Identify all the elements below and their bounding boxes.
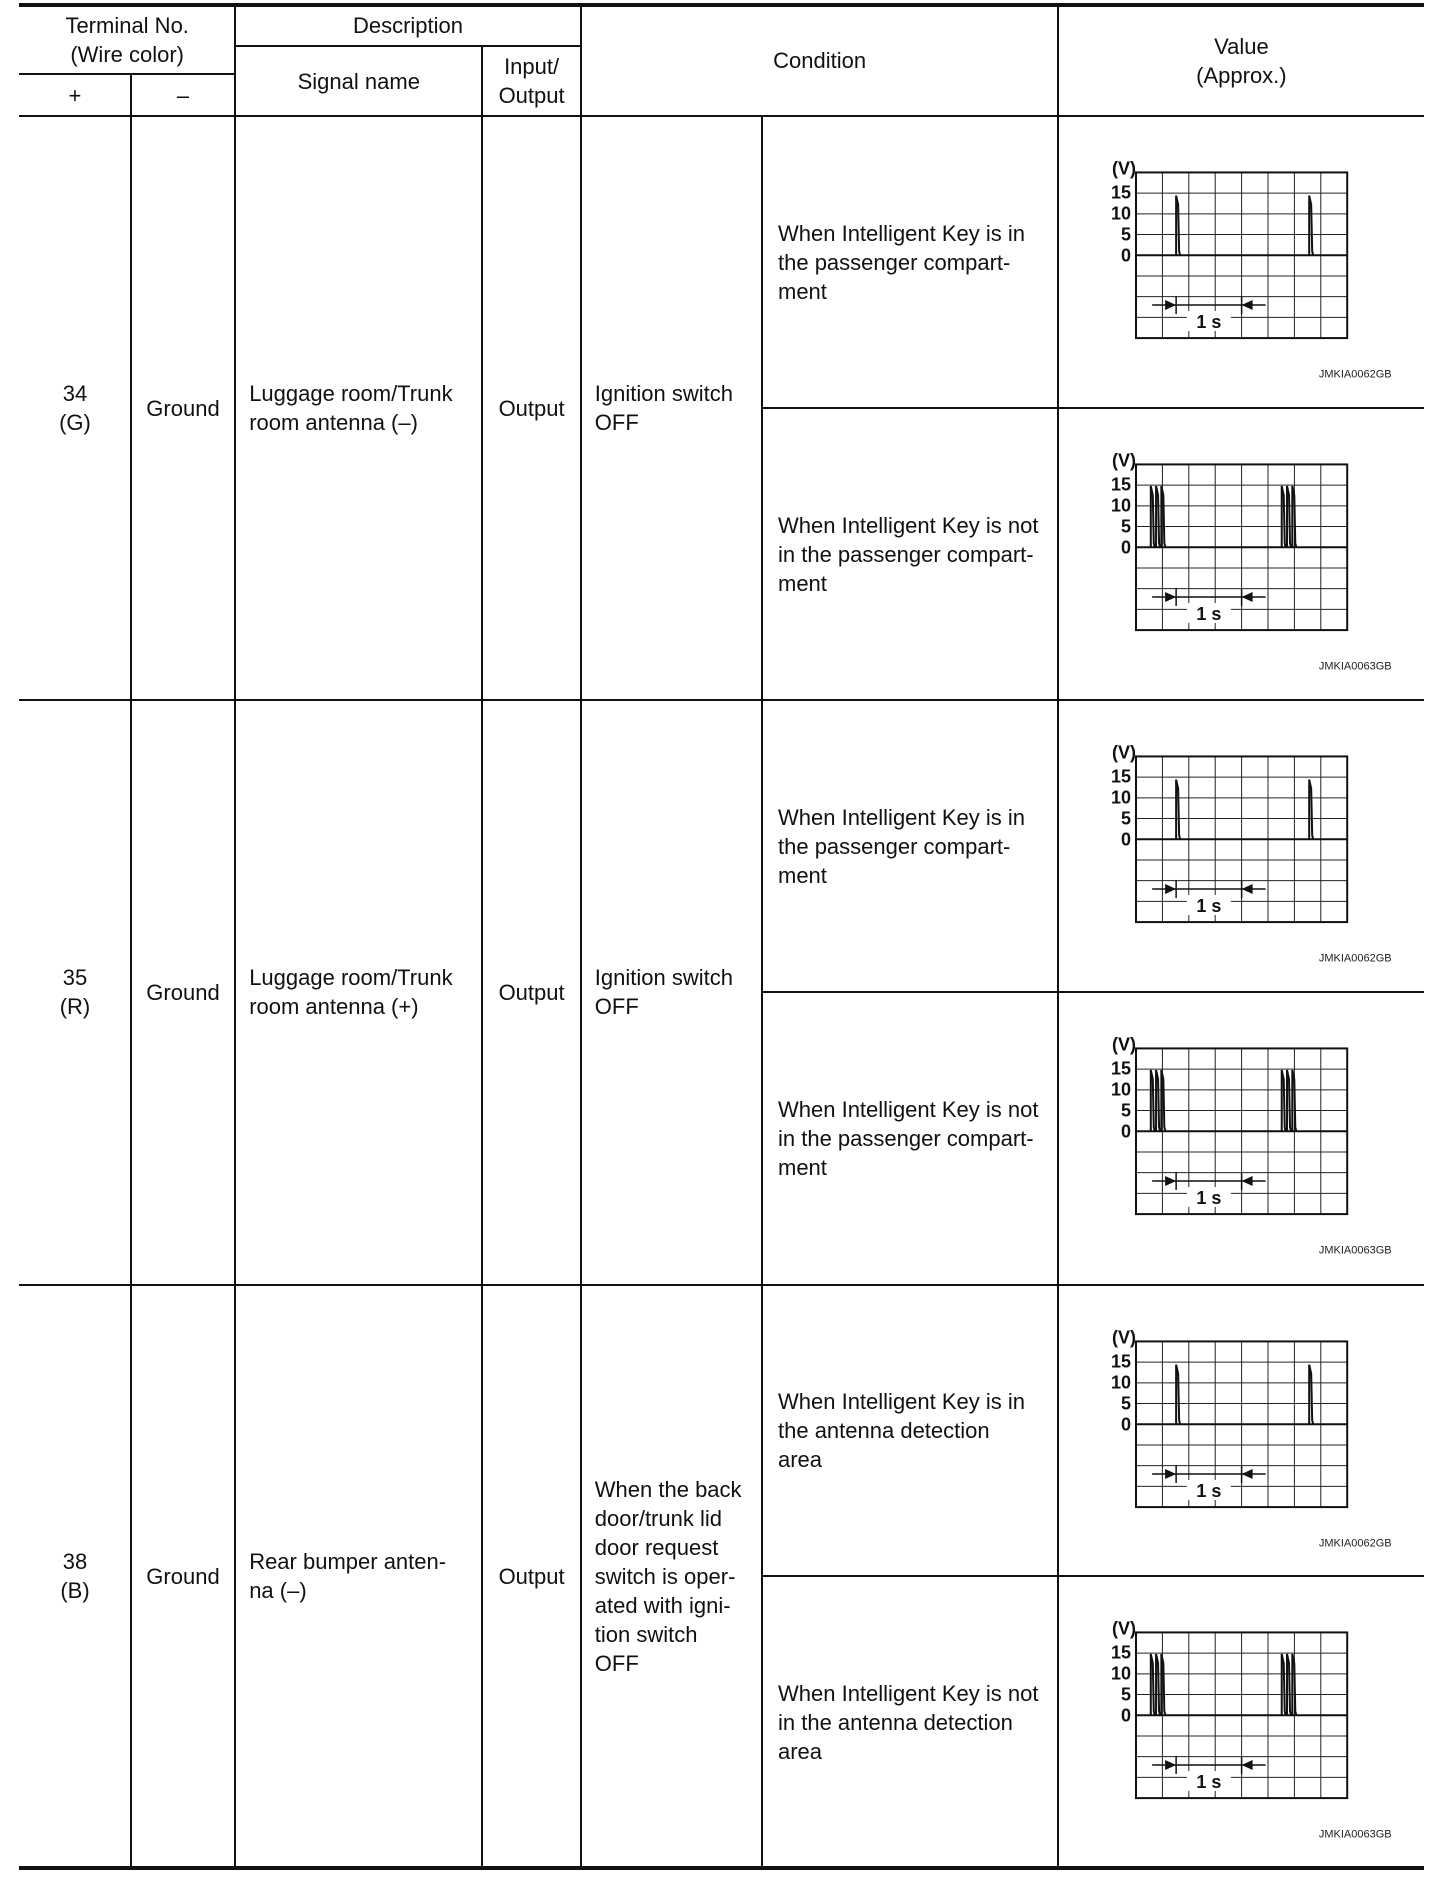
signal-name-line: room antenna (+) (249, 994, 419, 1020)
y-tick-label: 5 (1121, 1684, 1132, 1705)
waveform-chart (1058, 408, 1424, 700)
condition (581, 700, 762, 1285)
time-label: 1 s (1196, 895, 1222, 916)
minus-header-line: – (176, 82, 190, 108)
arrow-head (1242, 300, 1253, 310)
sub-condition-line: ment (778, 570, 827, 596)
terminal-number-line: (R) (59, 994, 91, 1020)
terminal-header (19, 5, 235, 75)
arrow-head (1166, 592, 1177, 602)
condition (581, 1285, 762, 1868)
y-tick-label: 15 (1111, 474, 1132, 495)
waveform-chart (1058, 116, 1424, 408)
sub-condition-line: the passenger compart- (778, 249, 1011, 275)
condition-line: Ignition switch (594, 965, 733, 991)
y-tick-label: 15 (1111, 1350, 1132, 1371)
ground-label-line: Ground (146, 395, 220, 421)
y-tick-label: 10 (1111, 495, 1132, 516)
arrow-head (1166, 1468, 1177, 1478)
signal-pulse (1310, 780, 1314, 840)
sub-condition (762, 408, 1058, 700)
condition-line: door/trunk lid (594, 1505, 722, 1531)
condition-line: OFF (594, 1650, 639, 1676)
signal-name (235, 116, 482, 699)
terminal-header-line: Terminal No. (65, 12, 189, 38)
sub-condition-line: When Intelligent Key is not (778, 1680, 1039, 1706)
condition-line: OFF (594, 994, 639, 1020)
y-tick-label: 15 (1111, 182, 1132, 203)
ground-label-line: Ground (146, 979, 220, 1005)
y-unit-label: (V) (1112, 450, 1137, 471)
signal-pulse (1287, 1070, 1291, 1131)
sub-condition-line: in the passenger compart- (778, 1125, 1034, 1151)
y-tick-label: 0 (1121, 1705, 1132, 1726)
arrow-head (1242, 1760, 1253, 1770)
signal-pulse (1156, 486, 1160, 547)
signal-pulse (1282, 1070, 1286, 1131)
condition-header (581, 5, 1059, 117)
signal-pulse (1310, 1364, 1314, 1424)
io-type (482, 700, 580, 1285)
sub-condition-line: When Intelligent Key is not (778, 1096, 1039, 1122)
y-tick-label: 0 (1121, 537, 1132, 558)
condition-header-line: Condition (773, 48, 867, 74)
arrow-head (1166, 1760, 1177, 1770)
sub-condition (762, 116, 1058, 408)
arrow-head (1166, 1176, 1177, 1186)
signal-pulse (1177, 196, 1181, 256)
io-type-line: Output (498, 979, 565, 1005)
terminal-number-line: 38 (62, 1549, 88, 1575)
signal-name (235, 700, 482, 1285)
figure-code: JMKIA0062GB (1319, 952, 1392, 965)
sub-condition (762, 1285, 1058, 1577)
io-header-line: Input/ (504, 54, 560, 80)
signal-name-line: room antenna (–) (249, 410, 418, 436)
condition-line: Ignition switch (594, 381, 733, 407)
time-label: 1 s (1196, 1188, 1222, 1209)
y-tick-label: 5 (1121, 224, 1132, 245)
arrow-head (1242, 1176, 1253, 1186)
y-tick-label: 0 (1121, 1413, 1132, 1434)
condition (581, 116, 762, 699)
sub-condition-line: area (778, 1738, 823, 1764)
figure-code: JMKIA0063GB (1319, 1244, 1392, 1257)
signal-pulse (1177, 1364, 1181, 1424)
signal-pulse (1282, 1654, 1286, 1715)
io-header-line: Output (498, 83, 565, 109)
signal-name-line: na (–) (249, 1578, 307, 1604)
y-unit-label: (V) (1112, 1326, 1137, 1347)
figure-code: JMKIA0062GB (1319, 369, 1392, 382)
y-unit-label: (V) (1112, 1618, 1137, 1639)
y-tick-label: 15 (1111, 766, 1132, 787)
y-unit-label: (V) (1112, 742, 1137, 763)
waveform-chart (1058, 1285, 1424, 1577)
signal-pulse (1156, 1654, 1160, 1715)
waveform-chart (1058, 992, 1424, 1284)
signal-name-line: Luggage room/Trunk (249, 965, 453, 991)
arrow-head (1166, 300, 1177, 310)
signal-name-line: Rear bumper anten- (249, 1549, 447, 1575)
signal-pulse (1151, 1654, 1155, 1715)
sub-condition-line: area (778, 1446, 823, 1472)
ground-label (131, 700, 235, 1285)
io-header (482, 46, 580, 117)
condition-line: ated with igni- (594, 1592, 731, 1618)
signal-pulse (1310, 196, 1314, 256)
ground-label (131, 1285, 235, 1868)
signal-pulse (1162, 1654, 1166, 1715)
y-tick-label: 5 (1121, 1392, 1132, 1413)
figure-code: JMKIA0063GB (1319, 660, 1392, 673)
time-label: 1 s (1196, 312, 1222, 333)
terminal-number-line: (B) (60, 1578, 90, 1604)
y-tick-label: 5 (1121, 1100, 1132, 1121)
signal-pulse (1151, 1070, 1155, 1131)
terminal-number-line: 35 (62, 965, 88, 991)
time-label: 1 s (1196, 1480, 1222, 1501)
io-type-line: Output (498, 395, 565, 421)
signal-pulse (1282, 486, 1286, 547)
figure-code: JMKIA0063GB (1319, 1828, 1392, 1841)
waveform-chart (1058, 1576, 1424, 1868)
io-type (482, 116, 580, 699)
signal-name-line: Luggage room/Trunk (249, 381, 453, 407)
plus-header-line: + (68, 82, 82, 108)
arrow-head (1166, 884, 1177, 894)
sub-condition-line: ment (778, 862, 827, 888)
sub-condition (762, 992, 1058, 1284)
signal-pulse (1293, 1654, 1297, 1715)
terminal-number-line: (G) (59, 410, 91, 436)
y-tick-label: 10 (1111, 1663, 1132, 1684)
arrow-head (1242, 592, 1253, 602)
condition-line: door request (594, 1534, 719, 1560)
y-tick-label: 5 (1121, 516, 1132, 537)
sub-condition-line: ment (778, 278, 827, 304)
condition-line: switch is oper- (594, 1563, 736, 1589)
signal-pulse (1162, 1070, 1166, 1131)
y-unit-label: (V) (1112, 1034, 1137, 1055)
y-tick-label: 10 (1111, 1079, 1132, 1100)
y-tick-label: 5 (1121, 808, 1132, 829)
sub-condition (762, 1576, 1058, 1868)
terminal-number (19, 1285, 131, 1868)
y-tick-label: 15 (1111, 1058, 1132, 1079)
signal-pulse (1293, 486, 1297, 547)
sub-condition-line: in the antenna detection (778, 1709, 1013, 1735)
waveform-chart (1058, 700, 1424, 992)
signal-pulse (1287, 486, 1291, 547)
condition-line: tion switch (594, 1621, 698, 1647)
sub-condition-line: ment (778, 1154, 827, 1180)
sub-condition-line: the passenger compart- (778, 833, 1011, 859)
signal-pulse (1287, 1654, 1291, 1715)
signal-name-header-line: Signal name (297, 68, 420, 94)
time-label: 1 s (1196, 604, 1222, 625)
sub-condition-line: in the passenger compart- (778, 541, 1034, 567)
y-tick-label: 10 (1111, 787, 1132, 808)
value-header (1058, 5, 1424, 117)
signal-pulse (1162, 486, 1166, 547)
ground-label (131, 116, 235, 699)
terminal-number (19, 116, 131, 699)
signal-pulse (1156, 1070, 1160, 1131)
description-header (235, 5, 581, 46)
sub-condition-line: When Intelligent Key is in (778, 804, 1026, 830)
sub-condition (762, 700, 1058, 992)
sub-condition-line: When Intelligent Key is not (778, 512, 1039, 538)
terminal-number-line: 34 (62, 381, 88, 407)
y-tick-label: 0 (1121, 829, 1132, 850)
y-tick-label: 0 (1121, 1121, 1132, 1142)
condition-line: When the back (594, 1476, 742, 1502)
y-tick-label: 15 (1111, 1642, 1132, 1663)
signal-pulse (1151, 486, 1155, 547)
arrow-head (1242, 884, 1253, 894)
sub-condition-line: When Intelligent Key is in (778, 1388, 1026, 1414)
signal-pulse (1177, 780, 1181, 840)
signal-name-header (235, 46, 482, 117)
y-tick-label: 10 (1111, 203, 1132, 224)
y-tick-label: 10 (1111, 1371, 1132, 1392)
condition-line: OFF (594, 410, 639, 436)
terminal-header-line: (Wire color) (70, 41, 185, 67)
signal-pulse (1293, 1070, 1297, 1131)
time-label: 1 s (1196, 1772, 1222, 1793)
value-header-line: Value (1214, 33, 1269, 59)
ground-label-line: Ground (146, 1563, 220, 1589)
value-header-line: (Approx.) (1196, 62, 1287, 88)
signal-name (235, 1285, 482, 1868)
figure-code: JMKIA0062GB (1319, 1537, 1392, 1550)
arrow-head (1242, 1468, 1253, 1478)
io-type (482, 1285, 580, 1868)
minus-header (131, 74, 235, 116)
y-tick-label: 0 (1121, 245, 1132, 266)
description-header-line: Description (352, 12, 463, 38)
sub-condition-line: the antenna detection (778, 1417, 990, 1443)
io-type-line: Output (498, 1563, 565, 1589)
sub-condition-line: When Intelligent Key is in (778, 220, 1026, 246)
terminal-number (19, 700, 131, 1285)
y-unit-label: (V) (1112, 158, 1137, 179)
plus-header (19, 74, 131, 116)
